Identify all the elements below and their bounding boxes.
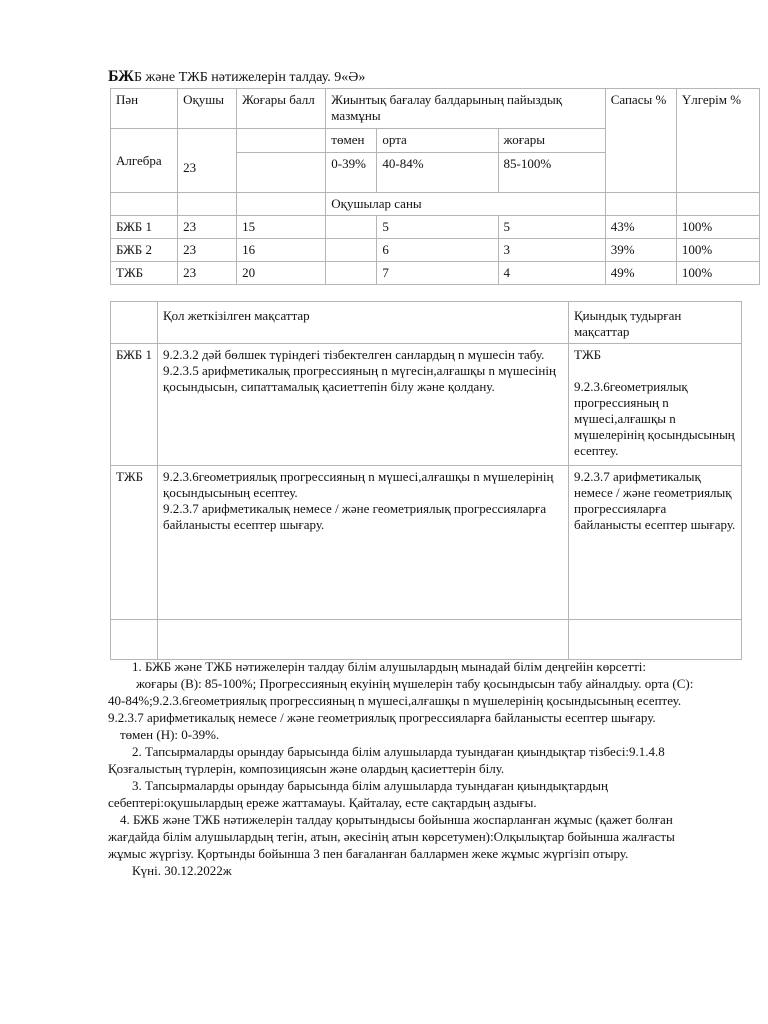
table-row [111, 262, 760, 285]
row-high: 5 [498, 216, 605, 239]
row-high: 4 [498, 262, 605, 285]
achieved-goal: 9.2.3.6геометриялық прогрессияның n мүшесі,алғашқы n мүшелерінің қосындысының есептеу. [163, 469, 554, 500]
empty-cell [158, 620, 569, 660]
row-progress: 100% [676, 239, 759, 262]
note-paragraph: 4. БЖБ және ТЖБ нәтижелерін талдау қорытындысы бойынша жоспарланған жұмыс (қажет болған жағдайда білім алушылардың тегін, атын, әкесінің атын көрсетумен):Олқылықтар бойынша жалғасты жұмыс жүргізу. Қортынды бойынша 3 пен бағаланған баллармен жеке жұмыс жүргізіп отыру. [108, 812, 675, 861]
empty-cell [676, 193, 759, 216]
note-paragraph: жоғары (В): 85-100%; Прогрессияның екуінің мүшелерін табу қосындысын табу айналдыу. орта (С): 40-84%;9.2.3.6геометриялық прогрессияның n мүшесі,алғашқы n мүшелерінің қосындысының есептеу. [108, 676, 694, 708]
range-high: 85-100% [498, 153, 605, 193]
empty-cell [111, 620, 158, 660]
row-high: 3 [498, 239, 605, 262]
empty-cell [111, 193, 178, 216]
student-count-label: Оқушылар саны [326, 193, 605, 216]
row-max: 15 [237, 216, 326, 239]
row-name: БЖБ 2 [111, 239, 178, 262]
row-mid: 7 [377, 262, 498, 285]
row-low [326, 239, 377, 262]
empty-cell [178, 193, 237, 216]
header-score-content: Жиынтық бағалау балдарының пайыздық мазмұны [326, 89, 605, 129]
level-low: төмен [326, 129, 377, 153]
header-progress: Үлгерім % [676, 89, 759, 193]
spacer [574, 363, 736, 379]
difficult-goal: 9.2.3.7 арифметикалық немесе / және геометриялық прогрессияларға байланысты есептер шығару. [569, 466, 742, 620]
note-paragraph: 9.2.3.7 арифметикалық немесе / және геометриялық прогрессияларға байланысты есептер шығару. [108, 710, 656, 725]
level-mid: орта [377, 129, 498, 153]
header-quality: Сапасы % [605, 89, 676, 193]
row-low [326, 262, 377, 285]
document-title [108, 68, 365, 86]
header-max-score: Жоғары балл [237, 89, 326, 129]
students-total-cell: 23 [178, 129, 237, 193]
row-students: 23 [178, 239, 237, 262]
row-low [326, 216, 377, 239]
level-high: жоғары [498, 129, 605, 153]
note-paragraph: 2. Тапсырмаларды орындау барысында білім алушыларда туындаған қиындықтар тізбесі:9.1.4.8 Қозғалыстың түрлерін, композициясын және олардың қасиеттерін білу. [108, 744, 665, 776]
row-max: 20 [237, 262, 326, 285]
header-difficult-goals: Қиындық тудырған мақсаттар [569, 302, 742, 344]
row-quality: 49% [605, 262, 676, 285]
empty-cell [569, 620, 742, 660]
title-prefix: БЖ [108, 68, 134, 85]
row-progress: 100% [676, 216, 759, 239]
row-name: БЖБ 1 [111, 344, 158, 466]
table-row [111, 216, 760, 239]
achieved-goals-cell [158, 344, 569, 466]
empty-cell [605, 193, 676, 216]
empty-cell [111, 302, 158, 344]
row-name: БЖБ 1 [111, 216, 178, 239]
subject-cell: Алгебра [111, 129, 178, 193]
table-row [111, 239, 760, 262]
note-paragraph: төмен (Н): 0-39%. [120, 727, 220, 742]
row-quality: 43% [605, 216, 676, 239]
results-table [110, 88, 760, 285]
achieved-goals-cell [158, 466, 569, 620]
analysis-notes [108, 658, 708, 879]
row-max: 16 [237, 239, 326, 262]
difficult-goal-label: ТЖБ [574, 347, 602, 362]
difficult-goal: 9.2.3.6геометриялық прогрессияның n мүшесі,алғашқы n мүшелерінің қосындысының есептеу. [574, 379, 735, 458]
empty-cell [237, 153, 326, 193]
row-students: 23 [178, 216, 237, 239]
note-paragraph: 1. БЖБ және ТЖБ нәтижелерін талдау білім алушылардың мынадай білім деңгейін көрсетті: [132, 659, 647, 674]
objectives-table [110, 301, 742, 660]
range-low: 0-39% [326, 153, 377, 193]
row-progress: 100% [676, 262, 759, 285]
empty-cell [237, 193, 326, 216]
title-text: Б және ТЖБ нәтижелерін талдау. 9«Ә» [134, 70, 366, 85]
header-achieved-goals: Қол жеткізілген мақсаттар [158, 302, 569, 344]
achieved-goal: 9.2.3.7 арифметикалық немесе / және геометриялық прогрессияларға байланысты есептер шығару. [163, 501, 547, 532]
note-paragraph: 3. Тапсырмаларды орындау барысында білім алушыларда туындаған қиындықтардың себептері:оқушылардың ереже жаттамауы. Қайталау, есте сақтардың аздығы. [108, 778, 608, 810]
row-name: ТЖБ [111, 466, 158, 620]
empty-cell [237, 129, 326, 153]
date-line: Күні. 30.12.2022ж [132, 863, 232, 878]
row-mid: 6 [377, 239, 498, 262]
achieved-goal: 9.2.3.5 арифметикалық прогрессияның n мүгесін,алғашқы n мүшесінің қосындысын, сипаттамалық қасиеттепін білу және қолдану. [163, 363, 556, 394]
range-mid: 40-84% [377, 153, 498, 193]
header-students: Оқушы [178, 89, 237, 129]
row-quality: 39% [605, 239, 676, 262]
header-subject: Пән [111, 89, 178, 129]
achieved-goal: 9.2.3.2 дәй бөлшек түріндегі тізбектелген санлардың n мүшесін табу. [163, 347, 545, 362]
row-name: ТЖБ [111, 262, 178, 285]
row-students: 23 [178, 262, 237, 285]
difficult-goals-cell [569, 344, 742, 466]
row-mid: 5 [377, 216, 498, 239]
